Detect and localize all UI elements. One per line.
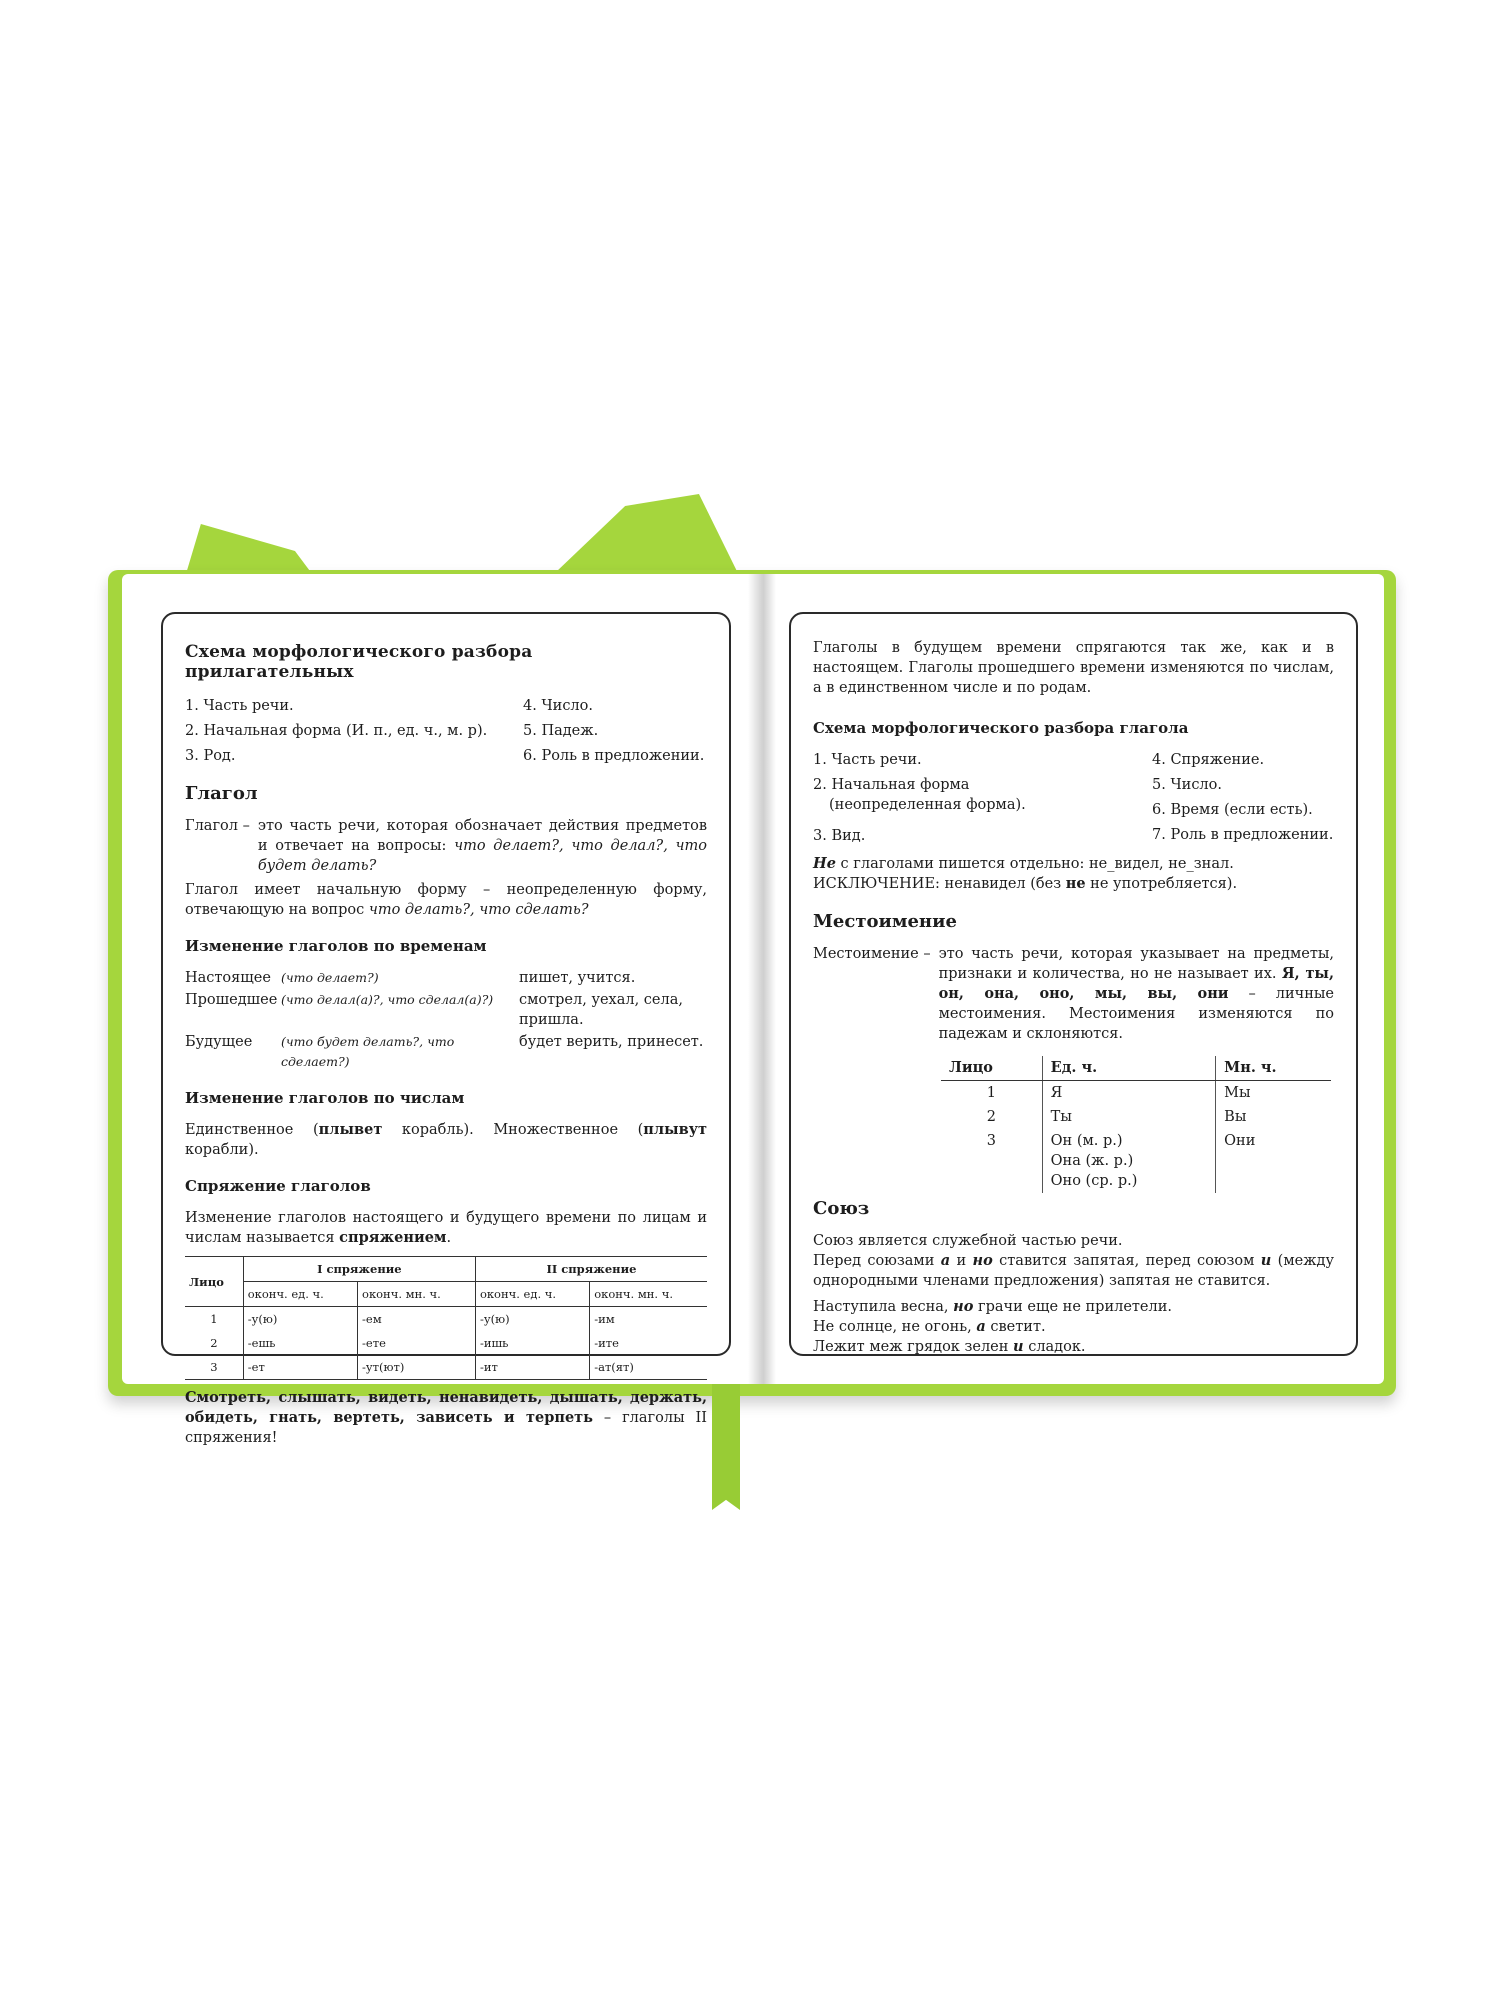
table-row <box>941 1081 1331 1106</box>
sub-header: оконч. мн. ч. <box>590 1282 707 1307</box>
table-cell: -им <box>590 1307 707 1332</box>
example-conj: и <box>1013 1338 1024 1355</box>
union-examples <box>813 1297 1334 1357</box>
example-part: светит. <box>985 1319 1046 1335</box>
exception-text: – глаголы II спряжения! <box>185 1410 707 1446</box>
table-cell: -ит <box>475 1355 589 1380</box>
tense-title: Изменение глаголов по временам <box>185 937 487 955</box>
example-part: Не солнце, не огонь, <box>813 1319 977 1335</box>
verb-item: 1. Часть речи. <box>813 752 922 768</box>
exception-bold: не <box>1065 875 1086 892</box>
table-cell: Я <box>1042 1081 1216 1106</box>
tense-row <box>185 990 707 1030</box>
verb-initial-questions: что делать?, что сделать? <box>368 902 589 918</box>
union-title: Союз <box>813 1198 870 1219</box>
tense-question: (что делает?) <box>281 970 379 985</box>
table-cell: -ите <box>590 1331 707 1355</box>
exception-verbs: Смотреть, слышать, видеть, ненавидеть, дышать, держать, обидеть, гнать, вертеть, зависеть и терпеть <box>185 1389 707 1426</box>
sub-header: оконч. ед. ч. <box>475 1282 589 1307</box>
tense-example: пишет, учится. <box>519 970 636 986</box>
verb-initial-form <box>185 880 707 920</box>
conj-text: Изменение глаголов настоящего и будущего времени по лицам и числам называется спряжением. <box>185 1210 707 1246</box>
verb-item: (неопределенная форма). <box>829 797 1026 813</box>
sub-header: оконч. ед. ч. <box>243 1282 357 1307</box>
pronoun-form: Оно (ср. р.) <box>1050 1173 1138 1189</box>
exception-text-part: не употребляется). <box>1085 876 1238 892</box>
union-text-part: Перед союзами <box>813 1253 941 1269</box>
verb-item: 4. Спряжение. <box>1152 752 1265 768</box>
number-bold: плывет <box>318 1121 383 1138</box>
pronoun-form: Он (м. р.) <box>1050 1133 1123 1149</box>
pronoun-bold: Я, ты, он, она, оно, мы, вы, они <box>938 965 1335 1002</box>
tense-name: Настоящее <box>185 970 271 986</box>
table-cell <box>1042 1129 1216 1193</box>
verb-definition <box>185 816 707 880</box>
number-text-part: Единственное ( <box>185 1122 319 1138</box>
table-cell: -ат(ят) <box>590 1355 707 1380</box>
verb-initial-text: Глагол имеет начальную форму – неопределенную форму, отвечающую на вопрос <box>185 882 707 918</box>
pronoun-table <box>941 1056 1331 1193</box>
example-part: Лежит меж грядок зелен <box>813 1339 1014 1355</box>
table-cell: 3 <box>185 1355 243 1380</box>
table-cell: Мы <box>1216 1081 1331 1106</box>
table-cell: -ете <box>358 1331 476 1355</box>
example-conj: но <box>953 1298 974 1315</box>
example-conj: а <box>976 1318 986 1335</box>
verb-def-questions: что делает?, что делал?, что будет делать? <box>257 838 708 874</box>
union-text-part: и <box>950 1253 973 1269</box>
ne-text: с глаголами пишется отдельно: не_видел, не_знал. <box>835 856 1234 872</box>
verb-item: 6. Время (если есть). <box>1152 802 1313 818</box>
conj-text-part: Изменение глаголов настоящего и будущего времени по лицам и числам называется <box>185 1210 707 1246</box>
table-row <box>941 1129 1331 1193</box>
union-conj: и <box>1260 1252 1272 1269</box>
adj-item: 2. Начальная форма (И. п., ед. ч., м. р). <box>185 723 488 739</box>
table-row <box>185 1307 707 1332</box>
tense-row <box>185 1032 707 1072</box>
bookmark-ribbon <box>712 1384 740 1510</box>
verb-def-term: Глагол – <box>185 818 250 834</box>
conjugation-table <box>185 1256 707 1380</box>
verb-item: 5. Число. <box>1152 777 1222 793</box>
tense-row <box>185 968 707 988</box>
person-header: Лицо <box>185 1257 243 1307</box>
adj-item: 1. Часть речи. <box>185 698 294 714</box>
sub-header: оконч. мн. ч. <box>358 1282 476 1307</box>
union-conj: но <box>972 1252 993 1269</box>
ne-bold: Не <box>813 855 836 872</box>
number-text-part: корабли). <box>185 1142 259 1158</box>
tense-question: (что делал(а)?, что сделал(а)?) <box>281 992 494 1007</box>
table-row <box>941 1105 1331 1129</box>
pronoun-term: Местоимение – <box>813 946 931 962</box>
table-cell: Вы <box>1216 1105 1331 1129</box>
table-cell: Они <box>1216 1129 1331 1193</box>
table-cell: -у(ю) <box>243 1307 357 1332</box>
table-cell: Ты <box>1042 1105 1216 1129</box>
table-cell: -ешь <box>243 1331 357 1355</box>
table-row <box>185 1355 707 1380</box>
example-part: сладок. <box>1023 1339 1086 1355</box>
left-page-panel <box>161 612 731 1446</box>
tense-example: будет верить, принесет. <box>519 1034 704 1050</box>
pronoun-form: Она (ж. р.) <box>1050 1153 1134 1169</box>
table-cell: 3 <box>986 1133 996 1149</box>
conj-group-header: I спряжение <box>243 1257 475 1282</box>
conj-group-header: II спряжение <box>475 1257 707 1282</box>
page-spine <box>748 574 776 1384</box>
table-cell: -ем <box>358 1307 476 1332</box>
verb-item: 2. Начальная форма <box>813 777 970 793</box>
exception-text-part: ненавидел (без <box>939 876 1066 892</box>
pronoun-text-part: – личные местоимения. <box>938 986 1334 1022</box>
table-cell: -ишь <box>475 1331 589 1355</box>
union-example <box>813 1317 1334 1337</box>
union-rule <box>813 1251 1334 1291</box>
verb-item: 7. Роль в предложении. <box>1152 827 1334 843</box>
tense-name: Будущее <box>185 1034 253 1050</box>
table-cell: 1 <box>210 1312 218 1326</box>
adj-scheme-list <box>185 696 707 766</box>
adj-item: 4. Число. <box>523 698 593 714</box>
verb-scheme-list <box>813 750 1334 846</box>
union-text-part: Союз является служебной частью речи. <box>813 1233 1123 1249</box>
table-cell: 2 <box>210 1336 218 1350</box>
pronoun-header: Ед. ч. <box>1042 1056 1216 1081</box>
number-text-part: корабль). Множественное ( <box>382 1122 644 1138</box>
adj-item: 3. Род. <box>185 748 236 764</box>
number-title: Изменение глаголов по числам <box>185 1089 465 1107</box>
verb-def-text: это часть речи, которая обозначает действия предметов и отвечает на вопросы: <box>257 818 707 854</box>
ne-rule <box>813 854 1334 894</box>
pronoun-header: Лицо <box>941 1056 1042 1081</box>
table-cell: -у(ю) <box>475 1307 589 1332</box>
union-text-part: (между однородными членами предложения) запятая не ставится. <box>813 1253 1334 1289</box>
adj-item: 6. Роль в предложении. <box>523 748 705 764</box>
union-example <box>813 1297 1334 1317</box>
tense-name: Прошедшее <box>185 992 278 1008</box>
right-page-panel <box>789 612 1358 1356</box>
number-bold: плывут <box>643 1121 707 1138</box>
pronoun-definition <box>813 944 1334 1048</box>
verb-item: 3. Вид. <box>813 828 866 844</box>
union-example <box>813 1337 1334 1357</box>
verb-title: Глагол <box>185 783 258 804</box>
union-conj: а <box>940 1252 951 1269</box>
tense-list <box>185 968 707 1072</box>
table-cell: 2 <box>986 1109 996 1125</box>
adj-scheme-title: Схема морфологического разбора прилагательных <box>185 642 533 682</box>
pronoun-text: это часть речи, которая указывает на предметы, признаки и количества, но не называет их. <box>938 946 1334 982</box>
exception-label: ИСКЛЮЧЕНИЕ: <box>813 876 940 892</box>
conj-exception <box>185 1388 707 1448</box>
table-cell: -ут(ют) <box>358 1355 476 1380</box>
verb-scheme-title: Схема морфологического разбора глагола <box>813 719 1189 737</box>
pronoun-text-part: Местоимения изменяются по падежам и склоняются. <box>938 1006 1335 1042</box>
future-text: Глаголы в будущем времени спрягаются так же, как и в настоящем. Глаголы прошедшего времени изменяются по числам, а в единственном числе и по родам. <box>813 640 1334 696</box>
pronoun-header: Мн. ч. <box>1216 1056 1331 1081</box>
pronoun-title: Местоимение <box>813 911 957 932</box>
table-row <box>185 1331 707 1355</box>
number-text <box>185 1120 707 1160</box>
table-cell: 1 <box>986 1085 996 1101</box>
union-text <box>813 1231 1334 1251</box>
example-part: Наступила весна, <box>813 1299 954 1315</box>
conj-title: Спряжение глаголов <box>185 1177 371 1195</box>
example-part: грачи еще не прилетели. <box>973 1299 1172 1315</box>
tense-question: (что будет делать?, что сделает?) <box>281 1034 455 1069</box>
adj-item: 5. Падеж. <box>523 723 599 739</box>
conj-bold: спряжением <box>339 1229 447 1246</box>
table-cell: -ет <box>243 1355 357 1380</box>
tense-example: смотрел, уехал, села, пришла. <box>519 992 683 1028</box>
union-text-part: ставится запятая, перед союзом <box>992 1253 1261 1269</box>
